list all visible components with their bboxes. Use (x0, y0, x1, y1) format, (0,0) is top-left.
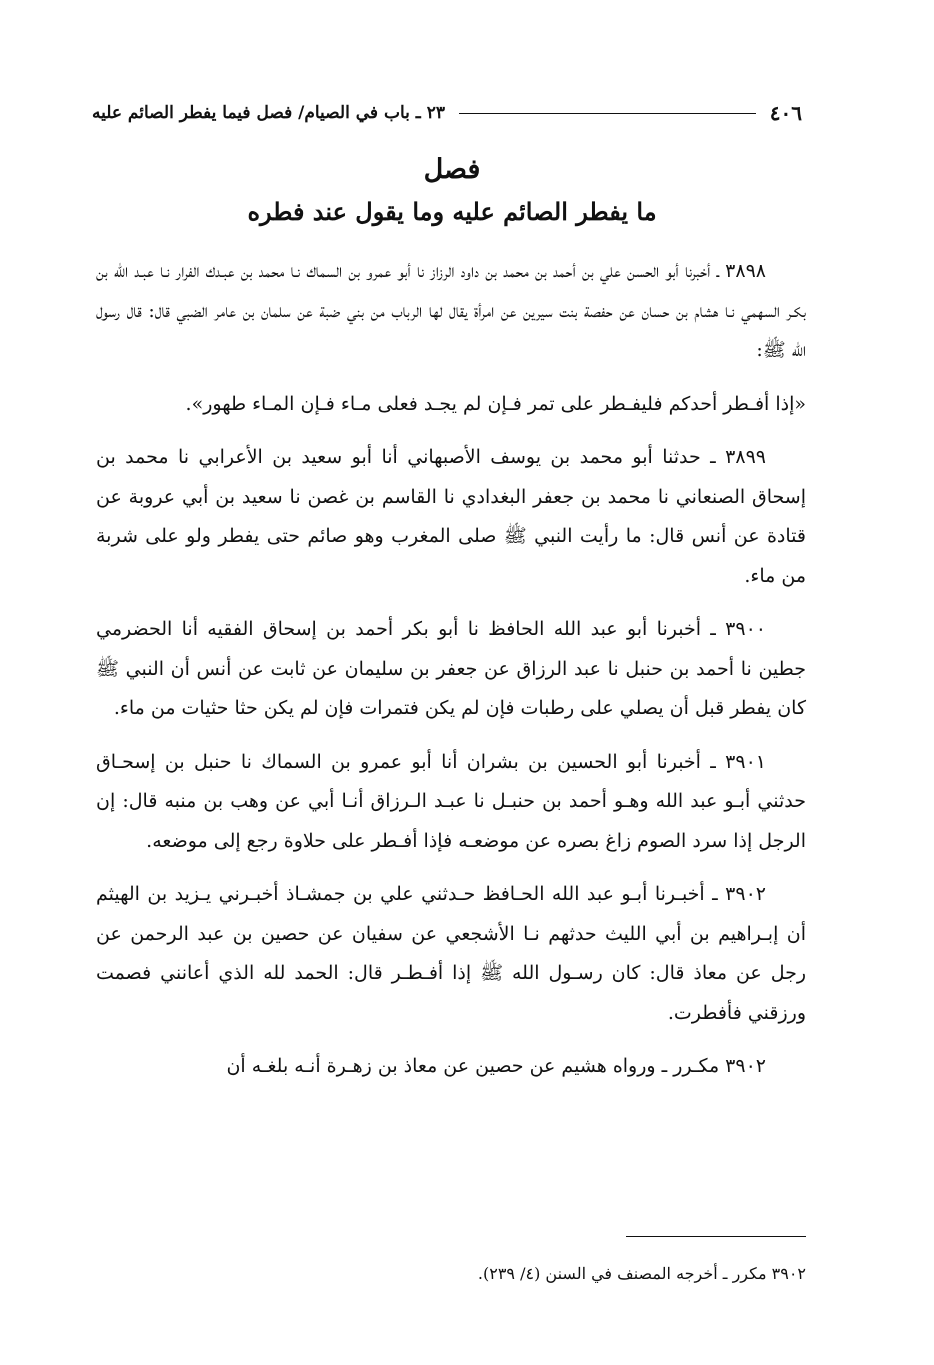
body-text (96, 252, 806, 1101)
page-number: ٤٠٦ (769, 101, 802, 125)
paragraph-3900: ٣٩٠٠ ـ أخبرنا أبو عبد الله الحافظ نا أبو بكر أحمد بن إسحاق الفقيه أنا الحضرمي جطين نا أحمد بن حنبل نا عبد الرزاق عن جعفر بن سليمان عن ثابت عن أنس أن النبي ﷺ كان يفطر قبل أن يصلي على رطبات فإن لم يكن فتمرات فإن لم يكن حثا حثيات من ماء. (96, 618, 806, 719)
header-title: ٢٣ ـ باب في الصيام/ فصل فيما يفطر الصائم عليه (92, 103, 445, 123)
hadith-quote: «إذا أفـطر أحدكم فليفـطر على تمر فـإن لم يجـد فعلى مـاء فـإن المـاء طهور». (185, 392, 806, 415)
paragraph-3902-repeat: ٣٩٠٢ مكـرر ـ ورواه هشيم عن حصين عن معاذ بن زهـرة أنـه بلغـه أن (226, 1055, 766, 1077)
footnote-rule (626, 1236, 806, 1237)
paragraph-3901: ٣٩٠١ ـ أخبرنا أبو الحسين بن بشران أنا أبو عمرو بن السماك نا حنبل بن إسحـاق حدثني أبـو عبد الله وهـو أحمد بن حنبـل نا عبـد الـرزاق أنـا أبي عن وهب بن منبه قال: إن الرجل إذا سرد الصوم زاغ بصره عن موضعـه فإذا أفـطر على حلاوة رجع إلى موضعه. (96, 750, 806, 852)
header-rule (459, 113, 756, 114)
paragraph-3902: ٣٩٠٢ ـ أخبـرنا أبـو عبد الله الحـافظ حـدثني علي بن جمشـاذ أخبـرني يـزيد بن الهيثم أن إبـراهيم بن أبي الليث حدثهم نـا الأشجعي عن سفيان عن حصين بن عبد الرحمن عن رجل عن معاذ قال: كان رسـول الله ﷺ إذا أفـطـر قال: الحمد لله الذي أعانني فصمت ورزقني فأفطرت. (96, 883, 806, 1024)
section-heading (100, 148, 804, 232)
paragraph-3898: ٣٨٩٨ ـ أخبرنا أبو الحسن علي بن أحمد بن محمد بن داود الرزاز نا أبو عمرو بن السماك نـا محمد بن عبـدك الفرار نـا عبـد الله بن بكـر السهمي نـا هشام بن حسان عن حفصة بنت سيرين عن امرأة يقال لها الرباب من بني ضبة عن سلمان بن عامر الضبي قال: قال رسول الله ﷺ: (96, 260, 806, 361)
paragraph-3899: ٣٨٩٩ ـ حدثنا أبو محمد بن يوسف الأصبهاني أنا أبو سعيد بن الأعرابي نا محمد بن إسحاق الصنعاني نا محمد بن جعفر البغدادي نا القاسم بن غصن نا سعيد بن أبي عروبة عن قتادة عن أنس قال: ما رأيت النبي ﷺ صلى المغرب وهو صائم حتى يفطر ولو على شربة من ماء. (96, 446, 806, 587)
section-subtitle: ما يفطر الصائم عليه وما يقول عند فطره (247, 197, 657, 226)
section-title: فصل (423, 154, 481, 185)
running-header (92, 98, 802, 128)
footnote: ٣٩٠٢ مكرر ـ أخرجه المصنف في السنن (٤/ ٢٣٩). (477, 1264, 806, 1283)
